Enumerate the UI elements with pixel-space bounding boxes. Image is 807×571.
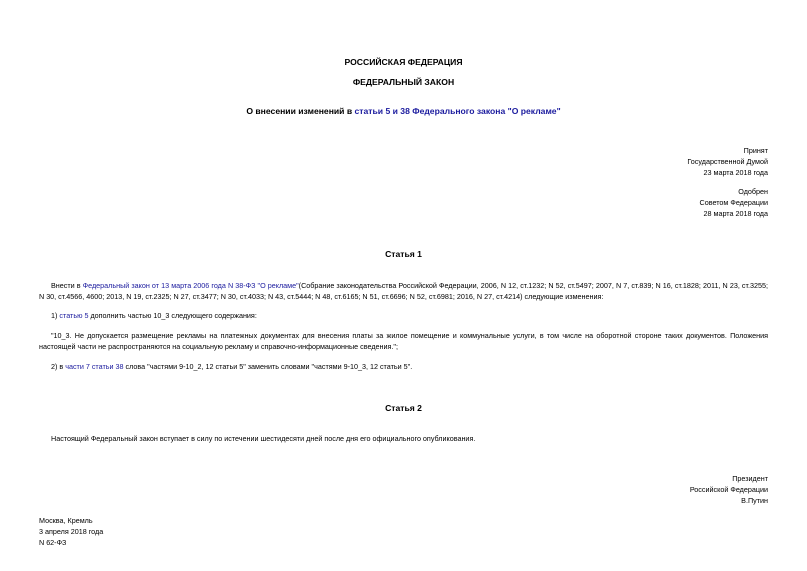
article-1-intro xyxy=(39,280,768,302)
accepted-line: 23 марта 2018 года xyxy=(703,168,768,177)
accepted-line: Принят xyxy=(743,146,768,155)
date-line: 3 апреля 2018 года xyxy=(39,527,104,536)
country-heading: РОССИЙСКАЯ ФЕДЕРАЦИЯ xyxy=(344,57,463,67)
signature-block xyxy=(528,473,768,506)
intro-rest: (Собрание законодательства Российской Федерации, 2006, N 12, ст.1232; N 52, ст.5497; 2007, N 7, ст.839; N 16, ст.1828; 2011, N 23, ст.3255; N 30, ст.4566, 4600; 2013, N 19, ст.2325; N 27, ст.3477; N 30, ст.4033; N 43, ст.5444; N 48, ст.6165; N 51, ст.6696; N 52, ст.6981; 2016, N 27, ст.4214) следующие изменения: xyxy=(39,281,768,301)
document-type-heading: ФЕДЕРАЛЬНЫЙ ЗАКОН xyxy=(352,77,455,87)
article-1-quote: "10_3. Не допускается размещение рекламы на платежных документах для внесения платы за жилое помещение и коммунальные услуги, в том числе на оборотной стороне таких документов. Положения настоящей части не распространяются на социальную рекламу и справочно-информационные сведения."; xyxy=(39,331,768,351)
item-1-prefix: 1) xyxy=(51,311,60,320)
approved-line: Одобрен xyxy=(738,187,768,196)
title-prefix: О внесении изменений в xyxy=(246,106,355,116)
signature-line: В.Путин xyxy=(741,496,768,505)
law-link[interactable]: Федеральный закон от 13 марта 2006 года N 38-ФЗ "О рекламе" xyxy=(82,281,299,290)
article-1-heading: Статья 1 xyxy=(385,249,422,259)
place-date-block xyxy=(39,515,239,548)
signature-line: Президент xyxy=(732,474,768,483)
signature-line: Российской Федерации xyxy=(689,485,768,494)
article-38-link[interactable]: части 7 статьи 38 xyxy=(65,362,124,371)
law-number-line: N 62-ФЗ xyxy=(39,538,67,547)
item-1-rest: дополнить частью 10_3 следующего содержания: xyxy=(88,311,257,320)
accepted-line: Государственной Думой xyxy=(687,157,768,166)
intro-prefix: Внести в xyxy=(51,281,83,290)
article-2-text: Настоящий Федеральный закон вступает в силу по истечении шестидесяти дней после дня его официального опубликования. xyxy=(51,434,476,443)
adoption-accepted xyxy=(528,145,768,178)
place-line: Москва, Кремль xyxy=(39,516,93,525)
item-2-rest: слова "частями 9-10_2, 12 статьи 5" заменить словами "частями 9-10_3, 12 статьи 5". xyxy=(123,362,413,371)
approved-line: Советом Федерации xyxy=(699,198,768,207)
adoption-approved xyxy=(528,186,768,219)
approved-line: 28 марта 2018 года xyxy=(703,209,768,218)
document-title xyxy=(0,106,807,117)
title-link[interactable]: статьи 5 и 38 Федерального закона "О рекламе" xyxy=(354,106,561,116)
item-2-prefix: 2) в xyxy=(51,362,66,371)
article-5-link[interactable]: статью 5 xyxy=(59,311,89,320)
article-1-item-2 xyxy=(39,361,768,372)
article-1-item-1 xyxy=(39,310,768,321)
article-2-heading: Статья 2 xyxy=(385,403,422,413)
